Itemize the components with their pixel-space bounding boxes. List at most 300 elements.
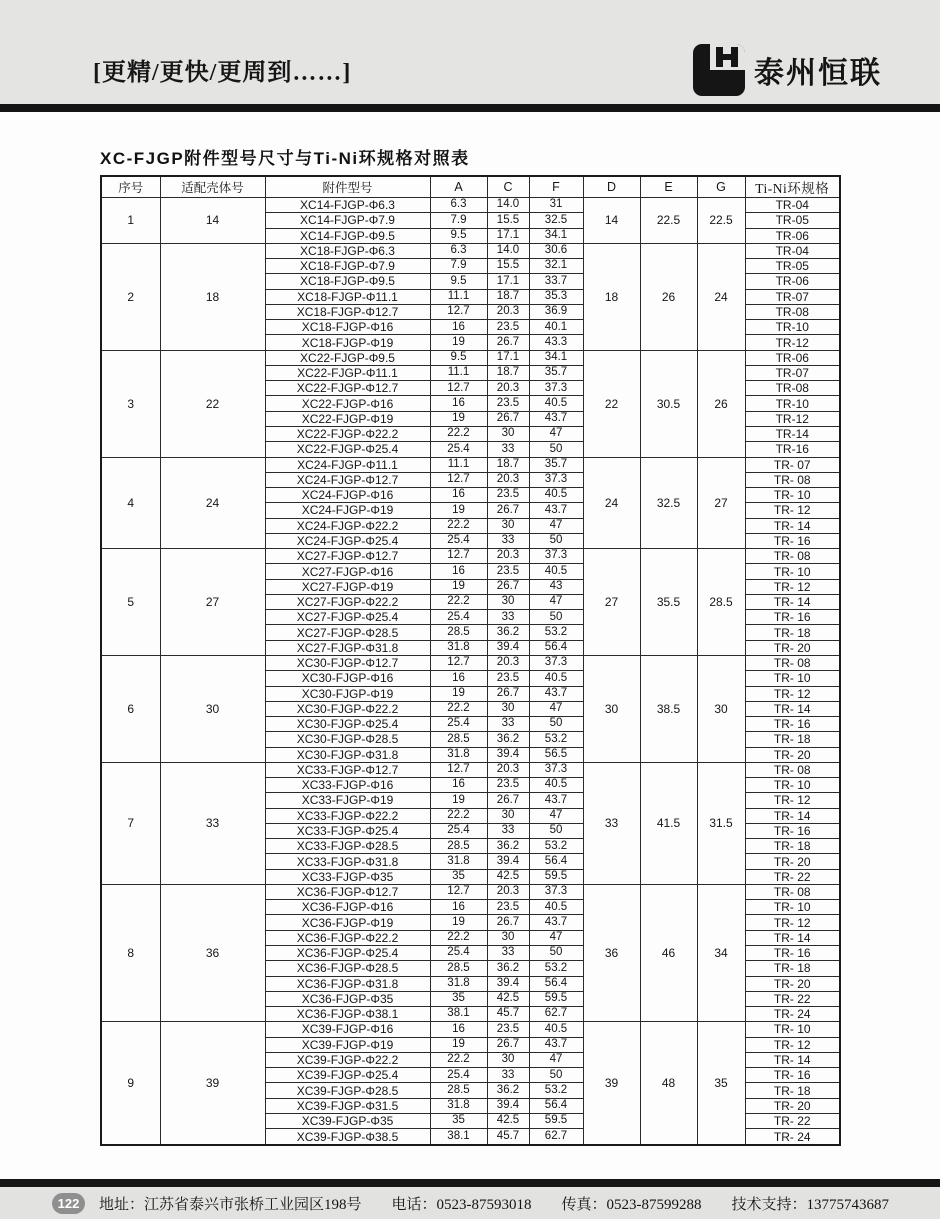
dimension-f-cell: 30.6 xyxy=(529,243,583,258)
dimension-a-cell: 28.5 xyxy=(430,1083,487,1098)
dimension-a-cell: 25.4 xyxy=(430,610,487,625)
dimension-a-cell: 19 xyxy=(430,411,487,426)
accessory-model-cell: XC39-FJGP-Φ28.5 xyxy=(265,1083,430,1098)
dimension-c-cell: 42.5 xyxy=(487,991,529,1006)
accessory-model-cell: XC27-FJGP-Φ12.7 xyxy=(265,549,430,564)
dimension-a-cell: 28.5 xyxy=(430,625,487,640)
dimension-f-cell: 34.1 xyxy=(529,350,583,365)
tini-ring-spec-cell: TR- 24 xyxy=(745,1129,840,1145)
dimension-f-cell: 53.2 xyxy=(529,732,583,747)
dimension-a-cell: 12.7 xyxy=(430,655,487,670)
dimension-c-cell: 36.2 xyxy=(487,961,529,976)
dimension-f-cell: 50 xyxy=(529,442,583,457)
accessory-model-cell: XC18-FJGP-Φ11.1 xyxy=(265,289,430,304)
table-row xyxy=(101,350,840,365)
accessory-model-cell: XC36-FJGP-Φ28.5 xyxy=(265,961,430,976)
dimension-c-cell: 23.5 xyxy=(487,488,529,503)
accessory-model-cell: XC22-FJGP-Φ12.7 xyxy=(265,381,430,396)
dimension-a-cell: 31.8 xyxy=(430,1098,487,1113)
tini-ring-spec-cell: TR- 20 xyxy=(745,854,840,869)
dimension-d-cell: 39 xyxy=(583,1022,640,1145)
accessory-model-cell: XC24-FJGP-Φ16 xyxy=(265,488,430,503)
tini-ring-spec-cell: TR- 10 xyxy=(745,778,840,793)
dimension-c-cell: 17.1 xyxy=(487,228,529,243)
dimension-c-cell: 20.3 xyxy=(487,762,529,777)
dimension-a-cell: 16 xyxy=(430,671,487,686)
dimension-e-cell: 41.5 xyxy=(640,762,697,884)
accessory-model-cell: XC18-FJGP-Φ9.5 xyxy=(265,274,430,289)
sequence-cell: 6 xyxy=(101,655,160,762)
shell-number-cell: 39 xyxy=(160,1022,265,1145)
tini-ring-spec-cell: TR-08 xyxy=(745,304,840,319)
dimension-c-cell: 30 xyxy=(487,594,529,609)
dimension-f-cell: 59.5 xyxy=(529,869,583,884)
dimension-a-cell: 35 xyxy=(430,991,487,1006)
dimension-a-cell: 25.4 xyxy=(430,1068,487,1083)
dimension-g-cell: 30 xyxy=(697,655,745,762)
accessory-model-cell: XC33-FJGP-Φ31.8 xyxy=(265,854,430,869)
accessory-model-cell: XC30-FJGP-Φ22.2 xyxy=(265,701,430,716)
dimension-a-cell: 19 xyxy=(430,686,487,701)
tini-ring-spec-cell: TR-05 xyxy=(745,213,840,228)
tini-ring-spec-cell: TR- 20 xyxy=(745,1098,840,1113)
accessory-model-cell: XC24-FJGP-Φ12.7 xyxy=(265,472,430,487)
accessory-model-cell: XC33-FJGP-Φ22.2 xyxy=(265,808,430,823)
page-header xyxy=(0,0,940,104)
dimension-c-cell: 15.5 xyxy=(487,259,529,274)
dimension-f-cell: 37.3 xyxy=(529,472,583,487)
header-slogan: [更精/更快/更周到……] xyxy=(93,60,352,86)
dimension-a-cell: 31.8 xyxy=(430,640,487,655)
dimension-f-cell: 37.3 xyxy=(529,655,583,670)
shell-number-cell: 30 xyxy=(160,655,265,762)
dimension-c-cell: 17.1 xyxy=(487,350,529,365)
accessory-model-cell: XC18-FJGP-Φ19 xyxy=(265,335,430,350)
tini-ring-spec-cell: TR-06 xyxy=(745,274,840,289)
column-header: 附件型号 xyxy=(265,176,430,198)
column-header: D xyxy=(583,176,640,198)
tini-ring-spec-cell: TR-06 xyxy=(745,350,840,365)
dimension-a-cell: 22.2 xyxy=(430,1052,487,1067)
tini-ring-spec-cell: TR- 08 xyxy=(745,884,840,899)
dimension-f-cell: 47 xyxy=(529,518,583,533)
dimension-a-cell: 12.7 xyxy=(430,884,487,899)
accessory-model-cell: XC22-FJGP-Φ9.5 xyxy=(265,350,430,365)
dimension-g-cell: 27 xyxy=(697,457,745,549)
shell-number-cell: 22 xyxy=(160,350,265,457)
dimension-a-cell: 22.2 xyxy=(430,701,487,716)
dimension-a-cell: 6.3 xyxy=(430,198,487,213)
accessory-model-cell: XC22-FJGP-Φ25.4 xyxy=(265,442,430,457)
accessory-model-cell: XC27-FJGP-Φ28.5 xyxy=(265,625,430,640)
tini-ring-spec-cell: TR-08 xyxy=(745,381,840,396)
brand-name: 泰州恒联 xyxy=(754,57,882,90)
tini-ring-spec-cell: TR- 10 xyxy=(745,671,840,686)
dimension-c-cell: 30 xyxy=(487,426,529,441)
dimension-f-cell: 37.3 xyxy=(529,381,583,396)
accessory-model-cell: XC18-FJGP-Φ6.3 xyxy=(265,243,430,258)
accessory-model-cell: XC36-FJGP-Φ16 xyxy=(265,900,430,915)
dimension-c-cell: 45.7 xyxy=(487,1007,529,1022)
dimension-a-cell: 7.9 xyxy=(430,213,487,228)
page-number-badge: 122 xyxy=(52,1193,85,1214)
dimension-a-cell: 25.4 xyxy=(430,717,487,732)
tini-ring-spec-cell: TR- 14 xyxy=(745,518,840,533)
sequence-cell: 3 xyxy=(101,350,160,457)
tini-ring-spec-cell: TR- 22 xyxy=(745,991,840,1006)
dimension-a-cell: 25.4 xyxy=(430,442,487,457)
dimension-a-cell: 6.3 xyxy=(430,243,487,258)
accessory-model-cell: XC36-FJGP-Φ12.7 xyxy=(265,884,430,899)
dimension-a-cell: 31.8 xyxy=(430,747,487,762)
dimension-c-cell: 30 xyxy=(487,1052,529,1067)
table-header-row xyxy=(101,176,840,198)
dimension-f-cell: 50 xyxy=(529,946,583,961)
tini-ring-spec-cell: TR-07 xyxy=(745,365,840,380)
dimension-a-cell: 28.5 xyxy=(430,839,487,854)
tini-ring-spec-cell: TR- 16 xyxy=(745,533,840,548)
footer-address: 地址：江苏省泰兴市张桥工业园区198号 xyxy=(99,1196,362,1213)
dimension-c-cell: 14.0 xyxy=(487,243,529,258)
dimension-g-cell: 24 xyxy=(697,243,745,350)
dimension-a-cell: 25.4 xyxy=(430,533,487,548)
accessory-model-cell: XC27-FJGP-Φ19 xyxy=(265,579,430,594)
sequence-cell: 1 xyxy=(101,198,160,244)
table-row xyxy=(101,549,840,564)
tini-ring-spec-cell: TR-10 xyxy=(745,396,840,411)
dimension-d-cell: 22 xyxy=(583,350,640,457)
dimension-a-cell: 16 xyxy=(430,1022,487,1037)
table-row xyxy=(101,884,840,899)
dimension-c-cell: 39.4 xyxy=(487,854,529,869)
dimension-c-cell: 30 xyxy=(487,701,529,716)
dimension-f-cell: 43.7 xyxy=(529,503,583,518)
dimension-c-cell: 39.4 xyxy=(487,640,529,655)
tini-ring-spec-cell: TR- 08 xyxy=(745,549,840,564)
shell-number-cell: 24 xyxy=(160,457,265,549)
tini-ring-spec-cell: TR- 12 xyxy=(745,915,840,930)
dimension-c-cell: 20.3 xyxy=(487,884,529,899)
table-row xyxy=(101,198,840,213)
dimension-c-cell: 18.7 xyxy=(487,457,529,472)
dimension-a-cell: 19 xyxy=(430,793,487,808)
dimension-a-cell: 9.5 xyxy=(430,274,487,289)
accessory-model-cell: XC18-FJGP-Φ16 xyxy=(265,320,430,335)
page-title: XC-FJGP附件型号尺寸与Ti-Ni环规格对照表 xyxy=(100,149,470,168)
dimension-f-cell: 40.5 xyxy=(529,900,583,915)
dimension-f-cell: 56.4 xyxy=(529,640,583,655)
dimension-a-cell: 12.7 xyxy=(430,762,487,777)
dimension-f-cell: 50 xyxy=(529,610,583,625)
accessory-model-cell: XC27-FJGP-Φ31.8 xyxy=(265,640,430,655)
dimension-a-cell: 22.2 xyxy=(430,426,487,441)
dimension-a-cell: 11.1 xyxy=(430,457,487,472)
dimension-f-cell: 53.2 xyxy=(529,961,583,976)
tini-ring-spec-cell: TR- 16 xyxy=(745,610,840,625)
dimension-f-cell: 43.7 xyxy=(529,686,583,701)
dimension-a-cell: 16 xyxy=(430,488,487,503)
dimension-e-cell: 32.5 xyxy=(640,457,697,549)
dimension-c-cell: 39.4 xyxy=(487,1098,529,1113)
dimension-a-cell: 9.5 xyxy=(430,350,487,365)
accessory-model-cell: XC24-FJGP-Φ22.2 xyxy=(265,518,430,533)
spec-table-body xyxy=(101,198,840,1146)
accessory-model-cell: XC33-FJGP-Φ12.7 xyxy=(265,762,430,777)
accessory-model-cell: XC36-FJGP-Φ35 xyxy=(265,991,430,1006)
sequence-cell: 5 xyxy=(101,549,160,656)
dimension-a-cell: 12.7 xyxy=(430,472,487,487)
dimension-f-cell: 59.5 xyxy=(529,1113,583,1128)
dimension-a-cell: 16 xyxy=(430,778,487,793)
dimension-c-cell: 33 xyxy=(487,610,529,625)
dimension-f-cell: 37.3 xyxy=(529,549,583,564)
accessory-model-cell: XC30-FJGP-Φ16 xyxy=(265,671,430,686)
dimension-f-cell: 40.5 xyxy=(529,564,583,579)
sequence-cell: 2 xyxy=(101,243,160,350)
dimension-f-cell: 35.3 xyxy=(529,289,583,304)
header-divider xyxy=(0,104,940,112)
dimension-d-cell: 27 xyxy=(583,549,640,656)
dimension-f-cell: 37.3 xyxy=(529,884,583,899)
accessory-model-cell: XC30-FJGP-Φ31.8 xyxy=(265,747,430,762)
dimension-f-cell: 62.7 xyxy=(529,1007,583,1022)
sequence-cell: 7 xyxy=(101,762,160,884)
dimension-f-cell: 35.7 xyxy=(529,457,583,472)
tini-ring-spec-cell: TR- 10 xyxy=(745,900,840,915)
accessory-model-cell: XC33-FJGP-Φ35 xyxy=(265,869,430,884)
dimension-c-cell: 42.5 xyxy=(487,869,529,884)
dimension-f-cell: 56.5 xyxy=(529,747,583,762)
dimension-a-cell: 22.2 xyxy=(430,594,487,609)
dimension-a-cell: 16 xyxy=(430,320,487,335)
dimension-c-cell: 26.7 xyxy=(487,579,529,594)
tini-ring-spec-cell: TR- 18 xyxy=(745,839,840,854)
dimension-c-cell: 36.2 xyxy=(487,625,529,640)
tini-ring-spec-cell: TR- 12 xyxy=(745,503,840,518)
accessory-model-cell: XC30-FJGP-Φ12.7 xyxy=(265,655,430,670)
tini-ring-spec-cell: TR- 22 xyxy=(745,1113,840,1128)
dimension-c-cell: 30 xyxy=(487,808,529,823)
sequence-cell: 8 xyxy=(101,884,160,1021)
dimension-c-cell: 33 xyxy=(487,533,529,548)
accessory-model-cell: XC36-FJGP-Φ19 xyxy=(265,915,430,930)
dimension-c-cell: 18.7 xyxy=(487,365,529,380)
tini-ring-spec-cell: TR-12 xyxy=(745,411,840,426)
column-header: 序号 xyxy=(101,176,160,198)
accessory-model-cell: XC36-FJGP-Φ38.1 xyxy=(265,1007,430,1022)
dimension-f-cell: 43 xyxy=(529,579,583,594)
tini-ring-spec-cell: TR-12 xyxy=(745,335,840,350)
accessory-model-cell: XC24-FJGP-Φ11.1 xyxy=(265,457,430,472)
accessory-model-cell: XC33-FJGP-Φ19 xyxy=(265,793,430,808)
tini-ring-spec-cell: TR- 14 xyxy=(745,594,840,609)
dimension-f-cell: 47 xyxy=(529,930,583,945)
dimension-c-cell: 23.5 xyxy=(487,320,529,335)
dimension-c-cell: 20.3 xyxy=(487,304,529,319)
dimension-a-cell: 19 xyxy=(430,579,487,594)
accessory-model-cell: XC39-FJGP-Φ35 xyxy=(265,1113,430,1128)
dimension-c-cell: 23.5 xyxy=(487,671,529,686)
tini-ring-spec-cell: TR-16 xyxy=(745,442,840,457)
dimension-f-cell: 31 xyxy=(529,198,583,213)
dimension-a-cell: 25.4 xyxy=(430,946,487,961)
dimension-f-cell: 50 xyxy=(529,717,583,732)
accessory-model-cell: XC30-FJGP-Φ25.4 xyxy=(265,717,430,732)
tini-ring-spec-cell: TR- 12 xyxy=(745,579,840,594)
dimension-f-cell: 53.2 xyxy=(529,1083,583,1098)
dimension-g-cell: 34 xyxy=(697,884,745,1021)
dimension-c-cell: 30 xyxy=(487,518,529,533)
tini-ring-spec-cell: TR- 14 xyxy=(745,1052,840,1067)
dimension-d-cell: 18 xyxy=(583,243,640,350)
column-header: C xyxy=(487,176,529,198)
column-header: E xyxy=(640,176,697,198)
dimension-c-cell: 45.7 xyxy=(487,1129,529,1145)
dimension-c-cell: 36.2 xyxy=(487,732,529,747)
spec-table-head xyxy=(101,176,840,198)
footer-support: 技术支持：13775743687 xyxy=(731,1196,890,1213)
tini-ring-spec-cell: TR- 16 xyxy=(745,946,840,961)
table-row xyxy=(101,1022,840,1037)
dimension-c-cell: 23.5 xyxy=(487,396,529,411)
dimension-f-cell: 40.5 xyxy=(529,396,583,411)
shell-number-cell: 36 xyxy=(160,884,265,1021)
tini-ring-spec-cell: TR- 14 xyxy=(745,808,840,823)
dimension-f-cell: 50 xyxy=(529,533,583,548)
dimension-f-cell: 32.1 xyxy=(529,259,583,274)
accessory-model-cell: XC36-FJGP-Φ22.2 xyxy=(265,930,430,945)
dimension-c-cell: 20.3 xyxy=(487,549,529,564)
shell-number-cell: 18 xyxy=(160,243,265,350)
dimension-c-cell: 26.7 xyxy=(487,915,529,930)
dimension-a-cell: 19 xyxy=(430,1037,487,1052)
dimension-c-cell: 26.7 xyxy=(487,686,529,701)
tini-ring-spec-cell: TR- 14 xyxy=(745,930,840,945)
tini-ring-spec-cell: TR- 12 xyxy=(745,793,840,808)
table-row xyxy=(101,243,840,258)
tini-ring-spec-cell: TR- 16 xyxy=(745,823,840,838)
tini-ring-spec-cell: TR- 10 xyxy=(745,1022,840,1037)
tini-ring-spec-cell: TR- 12 xyxy=(745,686,840,701)
dimension-c-cell: 20.3 xyxy=(487,381,529,396)
tini-ring-spec-cell: TR-07 xyxy=(745,289,840,304)
tini-ring-spec-cell: TR- 18 xyxy=(745,961,840,976)
table-row xyxy=(101,762,840,777)
dimension-g-cell: 31.5 xyxy=(697,762,745,884)
accessory-model-cell: XC39-FJGP-Φ22.2 xyxy=(265,1052,430,1067)
dimension-c-cell: 42.5 xyxy=(487,1113,529,1128)
tini-ring-spec-cell: TR- 10 xyxy=(745,564,840,579)
accessory-model-cell: XC39-FJGP-Φ16 xyxy=(265,1022,430,1037)
tini-ring-spec-cell: TR-06 xyxy=(745,228,840,243)
dimension-c-cell: 26.7 xyxy=(487,793,529,808)
dimension-g-cell: 28.5 xyxy=(697,549,745,656)
accessory-model-cell: XC30-FJGP-Φ19 xyxy=(265,686,430,701)
dimension-a-cell: 22.2 xyxy=(430,518,487,533)
accessory-model-cell: XC22-FJGP-Φ19 xyxy=(265,411,430,426)
dimension-f-cell: 47 xyxy=(529,426,583,441)
tini-ring-spec-cell: TR- 22 xyxy=(745,869,840,884)
tini-ring-spec-cell: TR- 14 xyxy=(745,701,840,716)
dimension-a-cell: 16 xyxy=(430,564,487,579)
shell-number-cell: 14 xyxy=(160,198,265,244)
dimension-e-cell: 22.5 xyxy=(640,198,697,244)
dimension-a-cell: 31.8 xyxy=(430,976,487,991)
accessory-model-cell: XC39-FJGP-Φ31.5 xyxy=(265,1098,430,1113)
tini-ring-spec-cell: TR- 20 xyxy=(745,640,840,655)
dimension-a-cell: 38.1 xyxy=(430,1129,487,1145)
tini-ring-spec-cell: TR- 16 xyxy=(745,1068,840,1083)
accessory-model-cell: XC30-FJGP-Φ28.5 xyxy=(265,732,430,747)
dimension-a-cell: 35 xyxy=(430,1113,487,1128)
dimension-e-cell: 48 xyxy=(640,1022,697,1145)
dimension-a-cell: 12.7 xyxy=(430,549,487,564)
tini-ring-spec-cell: TR- 10 xyxy=(745,488,840,503)
dimension-f-cell: 40.5 xyxy=(529,778,583,793)
tini-ring-spec-cell: TR- 07 xyxy=(745,457,840,472)
accessory-model-cell: XC39-FJGP-Φ25.4 xyxy=(265,1068,430,1083)
column-header: A xyxy=(430,176,487,198)
accessory-model-cell: XC18-FJGP-Φ7.9 xyxy=(265,259,430,274)
dimension-a-cell: 19 xyxy=(430,335,487,350)
dimension-f-cell: 47 xyxy=(529,594,583,609)
spec-table xyxy=(100,175,841,1146)
dimension-e-cell: 38.5 xyxy=(640,655,697,762)
dimension-f-cell: 43.7 xyxy=(529,1037,583,1052)
dimension-f-cell: 56.4 xyxy=(529,976,583,991)
tini-ring-spec-cell: TR- 18 xyxy=(745,1083,840,1098)
dimension-f-cell: 59.5 xyxy=(529,991,583,1006)
shell-number-cell: 27 xyxy=(160,549,265,656)
dimension-c-cell: 26.7 xyxy=(487,503,529,518)
dimension-c-cell: 33 xyxy=(487,823,529,838)
dimension-f-cell: 40.5 xyxy=(529,1022,583,1037)
dimension-f-cell: 40.5 xyxy=(529,488,583,503)
dimension-e-cell: 46 xyxy=(640,884,697,1021)
dimension-f-cell: 43.7 xyxy=(529,411,583,426)
dimension-f-cell: 36.9 xyxy=(529,304,583,319)
dimension-a-cell: 28.5 xyxy=(430,732,487,747)
tini-ring-spec-cell: TR- 12 xyxy=(745,1037,840,1052)
dimension-c-cell: 39.4 xyxy=(487,976,529,991)
accessory-model-cell: XC18-FJGP-Φ12.7 xyxy=(265,304,430,319)
shell-number-cell: 33 xyxy=(160,762,265,884)
tini-ring-spec-cell: TR- 08 xyxy=(745,762,840,777)
column-header: 适配壳体号 xyxy=(160,176,265,198)
dimension-f-cell: 33.7 xyxy=(529,274,583,289)
page-footer xyxy=(0,1187,940,1219)
dimension-g-cell: 26 xyxy=(697,350,745,457)
dimension-a-cell: 16 xyxy=(430,900,487,915)
dimension-c-cell: 23.5 xyxy=(487,778,529,793)
dimension-c-cell: 36.2 xyxy=(487,839,529,854)
dimension-f-cell: 35.7 xyxy=(529,365,583,380)
sequence-cell: 4 xyxy=(101,457,160,549)
brand-block xyxy=(693,44,882,96)
dimension-f-cell: 43.7 xyxy=(529,793,583,808)
accessory-model-cell: XC22-FJGP-Φ11.1 xyxy=(265,365,430,380)
footer-divider xyxy=(0,1179,940,1187)
dimension-f-cell: 50 xyxy=(529,823,583,838)
dimension-f-cell: 62.7 xyxy=(529,1129,583,1145)
tini-ring-spec-cell: TR- 20 xyxy=(745,976,840,991)
dimension-c-cell: 23.5 xyxy=(487,900,529,915)
dimension-a-cell: 9.5 xyxy=(430,228,487,243)
company-logo-icon xyxy=(693,44,745,96)
accessory-model-cell: XC27-FJGP-Φ25.4 xyxy=(265,610,430,625)
table-row xyxy=(101,655,840,670)
dimension-f-cell: 34.1 xyxy=(529,228,583,243)
